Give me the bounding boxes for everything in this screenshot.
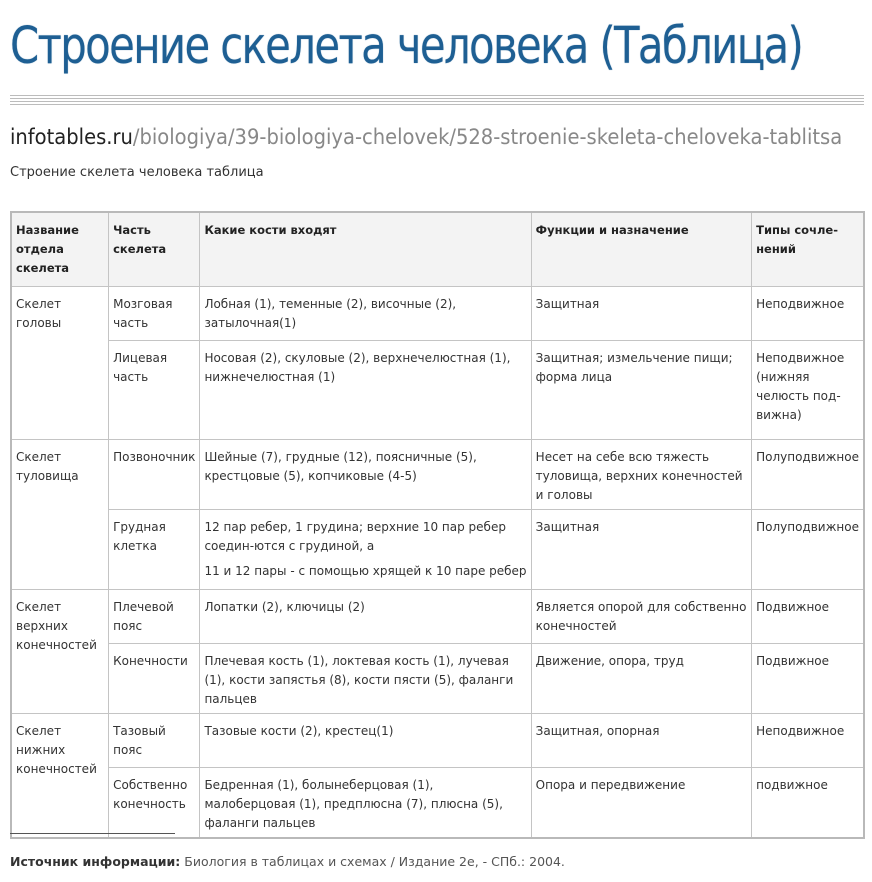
functions-cell: Защитная [531, 286, 751, 340]
bones-cell: Бедренная (1), болынеберцовая (1), малоберцовая (1), предплюсна (7), плюсна (5), фаланги пальцев [200, 767, 531, 838]
header-functions: Функции и назначение [531, 212, 751, 286]
table-row [11, 509, 864, 589]
section-cell: Скелет головы [11, 286, 109, 439]
bones-cell: Плечевая кость (1), локтевая кость (1), лучевая (1), кости запястья (8), кости пясти (5), фаланги пальцев [200, 643, 531, 713]
header-part: Часть скелета [109, 212, 200, 286]
part-cell: Позвоночник [109, 439, 200, 509]
joints-cell: Подвижное [752, 643, 864, 713]
joints-cell: Неподвижное (нижняя челюсть под-вижна) [752, 340, 864, 439]
functions-cell: Защитная [531, 509, 751, 589]
functions-cell: Защитная, опорная [531, 713, 751, 767]
functions-cell: Несет на себе всю тяжесть туловища, верхних конечностей и головы [531, 439, 751, 509]
part-cell: Собственно конечность [109, 767, 200, 838]
table-caption: Строение скелета человека таблица [10, 165, 264, 180]
table-row [11, 340, 864, 439]
functions-cell: Защитная; измельчение пищи; форма лица [531, 340, 751, 439]
table-row [11, 439, 864, 509]
source-url[interactable] [10, 124, 842, 150]
page-title: Строение скелета человека (Таблица) [10, 17, 803, 76]
joints-cell: Полуподвижное [752, 439, 864, 509]
functions-cell: Является опорой для собственно конечностей [531, 589, 751, 643]
bones-cell: Шейные (7), грудные (12), поясничные (5), крестцовые (5), копчиковые (4-5) [200, 439, 531, 509]
part-cell: Грудная клетка [109, 509, 200, 589]
joints-cell: Неподвижное [752, 713, 864, 767]
bones-cell: Лопатки (2), ключицы (2) [200, 589, 531, 643]
part-cell: Плечевой пояс [109, 589, 200, 643]
part-cell: Тазовый пояс [109, 713, 200, 767]
part-cell: Конечности [109, 643, 200, 713]
bones-cell: Тазовые кости (2), крестец(1) [200, 713, 531, 767]
table-row [11, 767, 864, 838]
table-row [11, 643, 864, 713]
bones-text: 12 пар ребер, 1 грудина; верхние 10 пар ребер соедин-ются с грудиной, а [204, 519, 506, 553]
part-cell: Мозговая часть [109, 286, 200, 340]
url-host[interactable]: infotables.ru [10, 125, 133, 149]
joints-cell: Неподвижное [752, 286, 864, 340]
joints-cell: подвижное [752, 767, 864, 838]
header-joints: Типы сочле-нений [752, 212, 864, 286]
functions-cell: Опора и передвижение [531, 767, 751, 838]
header-bones: Какие кости входят [200, 212, 531, 286]
source-text: Биология в таблицах и схемах / Издание 2е, - СПб.: 2004. [180, 854, 565, 869]
part-cell: Лицевая часть [109, 340, 200, 439]
bones-cell [200, 509, 531, 589]
url-path[interactable]: /biologiya/39-biologiya-chelovek/528-stroenie-skeleta-cheloveka-tablitsa [132, 125, 843, 149]
section-cell: Скелет нижних конечностей [11, 713, 109, 838]
source-label: Источник информации: [10, 854, 181, 869]
joints-cell: Подвижное [752, 589, 864, 643]
table-header-row [11, 212, 864, 286]
bones-text-extra: 11 и 12 пары - с помощью хрящей к 10 паре ребер [204, 563, 527, 578]
joints-cell: Полуподвижное [752, 509, 864, 589]
bones-cell: Лобная (1), теменные (2), височные (2), затылочная(1) [200, 286, 531, 340]
table-row [11, 713, 864, 767]
footnote-divider [10, 833, 175, 834]
section-cell: Скелет верхних конечностей [11, 589, 109, 713]
table-row [11, 286, 864, 340]
bones-cell: Носовая (2), скуловые (2), верхнечелюстная (1), нижнечелюстная (1) [200, 340, 531, 439]
header-section: Название отдела скелета [11, 212, 109, 286]
header-divider [10, 95, 864, 107]
skeleton-table [10, 211, 865, 839]
source-note [10, 853, 565, 871]
functions-cell: Движение, опора, труд [531, 643, 751, 713]
section-cell: Скелет туловища [11, 439, 109, 589]
table-row [11, 589, 864, 643]
